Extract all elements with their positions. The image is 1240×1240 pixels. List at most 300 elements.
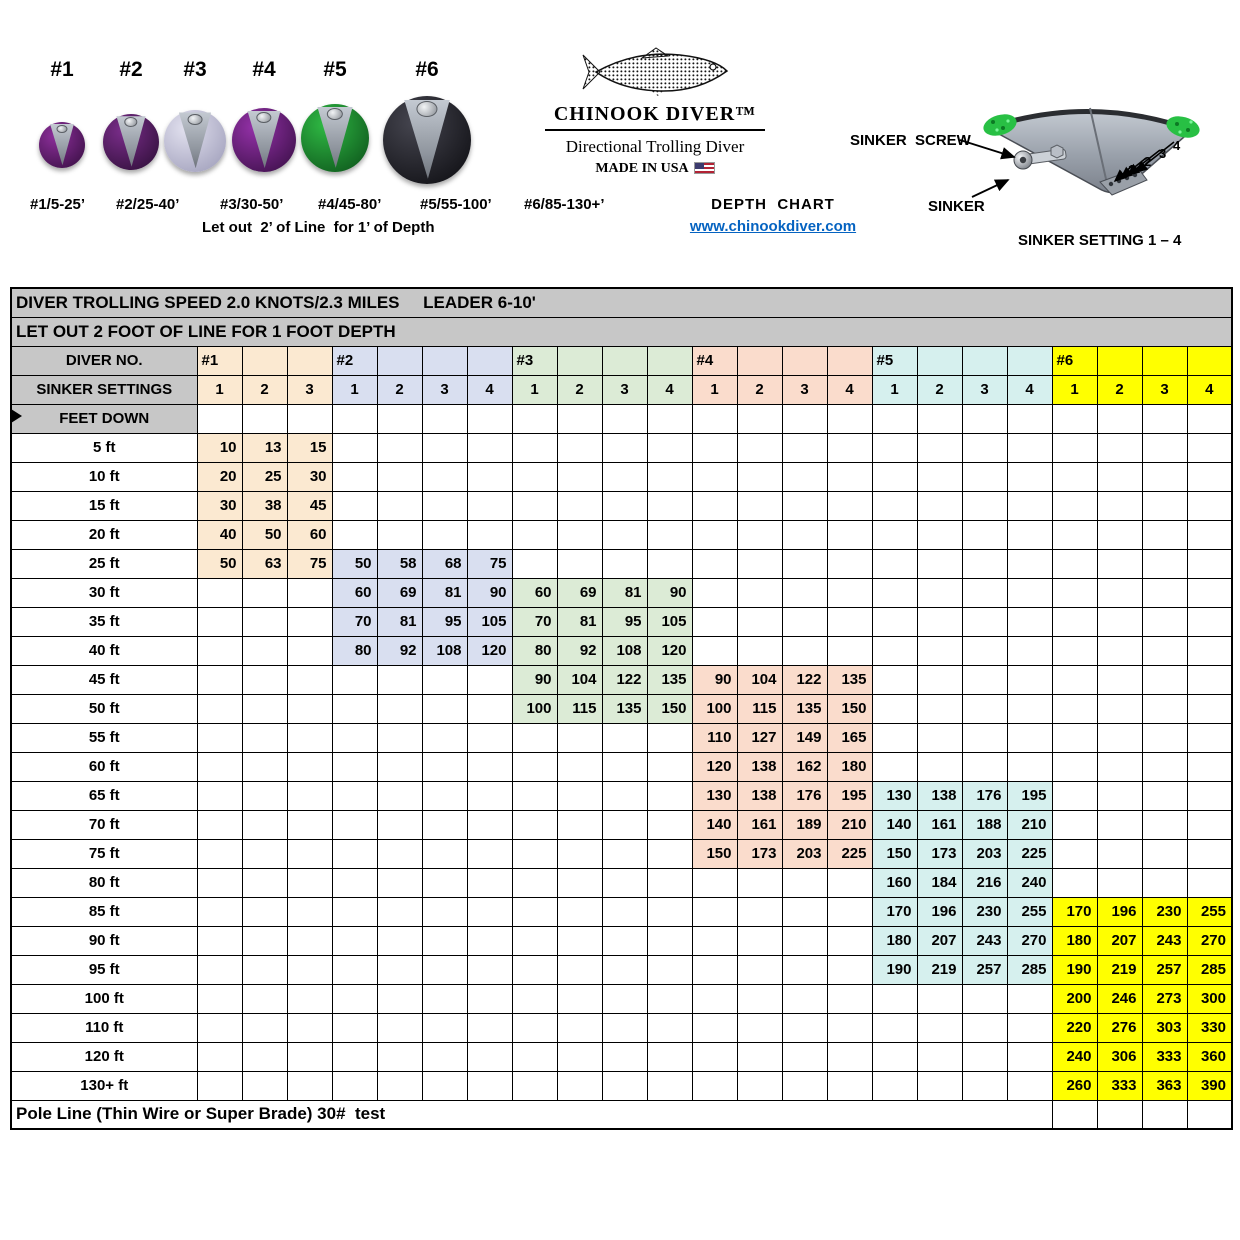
empty-cell [467, 1042, 512, 1071]
empty-cell [332, 810, 377, 839]
depth-value-cell: 276 [1097, 1013, 1142, 1042]
depth-value-cell: 330 [1187, 1013, 1232, 1042]
empty-cell [557, 433, 602, 462]
empty-cell [827, 520, 872, 549]
empty-cell [242, 723, 287, 752]
empty-cell [647, 781, 692, 810]
empty-cell [1097, 723, 1142, 752]
setting-header-cell: 4 [1187, 375, 1232, 404]
empty-cell [1052, 578, 1097, 607]
depth-value-cell: 75 [287, 549, 332, 578]
empty-cell [647, 1013, 692, 1042]
depth-value-cell: 122 [602, 665, 647, 694]
empty-cell [827, 897, 872, 926]
depth-value-cell: 127 [737, 723, 782, 752]
empty-cell [1007, 404, 1052, 433]
depth-value-cell: 210 [1007, 810, 1052, 839]
empty-cell [692, 868, 737, 897]
empty-cell [422, 810, 467, 839]
depth-value-cell: 120 [467, 636, 512, 665]
empty-cell [737, 636, 782, 665]
empty-cell [827, 549, 872, 578]
empty-cell [1007, 607, 1052, 636]
empty-cell [467, 723, 512, 752]
depth-value-cell: 188 [962, 810, 1007, 839]
depth-value-cell: 130 [872, 781, 917, 810]
empty-cell [377, 520, 422, 549]
fish-logo [580, 46, 730, 96]
depth-value-cell: 190 [1052, 955, 1097, 984]
empty-cell [1097, 578, 1142, 607]
group-header-cell [1187, 346, 1232, 375]
empty-cell [422, 868, 467, 897]
empty-cell [962, 723, 1007, 752]
empty-cell [602, 926, 647, 955]
empty-cell [287, 839, 332, 868]
group-header-cell [647, 346, 692, 375]
depth-value-cell: 220 [1052, 1013, 1097, 1042]
empty-cell [512, 549, 557, 578]
empty-cell [512, 810, 557, 839]
empty-cell [1007, 752, 1052, 781]
empty-cell [197, 839, 242, 868]
depth-value-cell: 173 [737, 839, 782, 868]
empty-cell [602, 955, 647, 984]
empty-cell [782, 520, 827, 549]
empty-cell [872, 723, 917, 752]
empty-cell [782, 926, 827, 955]
brand-block [535, 46, 775, 177]
empty-cell [692, 520, 737, 549]
empty-cell [872, 752, 917, 781]
empty-cell [602, 1013, 647, 1042]
empty-cell [242, 636, 287, 665]
sinker-setting-label: SINKER SETTING 1 – 4 [1018, 232, 1182, 249]
diver-disc-5 [301, 104, 369, 172]
diver-range-4: #4/45-80’ [318, 196, 382, 213]
depth-value-cell: 225 [827, 839, 872, 868]
group-header-cell [1007, 346, 1052, 375]
empty-cell [557, 1071, 602, 1100]
depth-value-cell: 45 [287, 491, 332, 520]
empty-cell [377, 462, 422, 491]
group-header-cell [782, 346, 827, 375]
empty-cell [242, 665, 287, 694]
group-label-3: #3 [512, 346, 557, 375]
empty-cell [737, 578, 782, 607]
empty-cell [332, 752, 377, 781]
empty-cell [422, 926, 467, 955]
empty-cell [782, 984, 827, 1013]
empty-cell [1052, 491, 1097, 520]
diver-label-6: #6 [415, 58, 439, 81]
empty-cell [1187, 1100, 1232, 1129]
depth-value-cell: 75 [467, 549, 512, 578]
depth-value-cell: 162 [782, 752, 827, 781]
depth-value-cell: 230 [962, 897, 1007, 926]
empty-cell [1187, 491, 1232, 520]
empty-cell [557, 462, 602, 491]
setting-header-cell: 2 [737, 375, 782, 404]
setting-header-cell: 1 [512, 375, 557, 404]
brand-rule [545, 129, 765, 131]
depth-value-cell: 81 [557, 607, 602, 636]
empty-cell [512, 868, 557, 897]
empty-cell [917, 665, 962, 694]
empty-cell [647, 839, 692, 868]
empty-cell [962, 984, 1007, 1013]
empty-cell [377, 955, 422, 984]
empty-cell [602, 491, 647, 520]
empty-cell [737, 955, 782, 984]
empty-cell [197, 926, 242, 955]
empty-cell [1187, 520, 1232, 549]
empty-cell [602, 1071, 647, 1100]
empty-cell [602, 549, 647, 578]
empty-cell [692, 984, 737, 1013]
group-header-cell [242, 346, 287, 375]
depth-value-cell: 90 [512, 665, 557, 694]
empty-cell [1142, 491, 1187, 520]
empty-cell [917, 462, 962, 491]
depth-value-cell: 240 [1052, 1042, 1097, 1071]
diver-label-5: #5 [323, 58, 347, 81]
empty-cell [332, 781, 377, 810]
depth-value-cell: 195 [1007, 781, 1052, 810]
empty-cell [422, 723, 467, 752]
depth-value-cell: 270 [1007, 926, 1052, 955]
empty-cell [692, 607, 737, 636]
empty-cell [422, 781, 467, 810]
empty-cell [1052, 839, 1097, 868]
empty-cell [1187, 839, 1232, 868]
empty-cell [647, 462, 692, 491]
diver-pin-icon [256, 112, 271, 124]
depth-value-cell: 390 [1187, 1071, 1232, 1100]
group-label-1: #1 [197, 346, 242, 375]
empty-cell [1052, 781, 1097, 810]
empty-cell [962, 636, 1007, 665]
empty-cell [242, 926, 287, 955]
empty-cell [782, 1042, 827, 1071]
empty-cell [197, 1071, 242, 1100]
setting-header-cell: 3 [422, 375, 467, 404]
empty-cell [287, 810, 332, 839]
empty-cell [1187, 723, 1232, 752]
empty-cell [332, 694, 377, 723]
depth-value-cell: 260 [1052, 1071, 1097, 1100]
empty-cell [557, 404, 602, 433]
empty-cell [962, 462, 1007, 491]
empty-cell [962, 752, 1007, 781]
empty-cell [1142, 549, 1187, 578]
empty-cell [827, 1042, 872, 1071]
empty-cell [872, 665, 917, 694]
depth-row-label: 30 ft [11, 578, 197, 607]
empty-cell [1142, 578, 1187, 607]
empty-cell [287, 752, 332, 781]
group-header-cell [827, 346, 872, 375]
empty-cell [1007, 462, 1052, 491]
empty-cell [602, 752, 647, 781]
empty-cell [197, 810, 242, 839]
empty-cell [197, 723, 242, 752]
group-header-cell [422, 346, 467, 375]
empty-cell [692, 578, 737, 607]
empty-cell [827, 491, 872, 520]
empty-cell [287, 578, 332, 607]
depth-value-cell: 69 [377, 578, 422, 607]
empty-cell [377, 984, 422, 1013]
empty-cell [872, 578, 917, 607]
empty-cell [782, 897, 827, 926]
empty-cell [872, 607, 917, 636]
depth-value-cell: 240 [1007, 868, 1052, 897]
empty-cell [1142, 607, 1187, 636]
empty-cell [422, 462, 467, 491]
depth-row-label: 5 ft [11, 433, 197, 462]
depth-value-cell: 15 [287, 433, 332, 462]
empty-cell [782, 1071, 827, 1100]
empty-cell [602, 781, 647, 810]
empty-cell [1187, 578, 1232, 607]
group-header-cell [962, 346, 1007, 375]
empty-cell [1007, 723, 1052, 752]
empty-cell [602, 462, 647, 491]
empty-cell [287, 781, 332, 810]
depth-value-cell: 122 [782, 665, 827, 694]
empty-cell [242, 578, 287, 607]
empty-cell [467, 955, 512, 984]
empty-cell [377, 810, 422, 839]
empty-cell [872, 549, 917, 578]
depth-row-label: 20 ft [11, 520, 197, 549]
empty-cell [557, 491, 602, 520]
empty-cell [1097, 752, 1142, 781]
setting-number-2: 2 [1144, 154, 1152, 169]
depth-value-cell: 130 [692, 781, 737, 810]
empty-cell [377, 433, 422, 462]
empty-cell [962, 1013, 1007, 1042]
setting-header-cell: 1 [1052, 375, 1097, 404]
empty-cell [602, 520, 647, 549]
diver-range-6: #6/85-130+’ [524, 196, 605, 213]
empty-cell [377, 839, 422, 868]
empty-cell [197, 1042, 242, 1071]
depth-value-cell: 69 [557, 578, 602, 607]
depth-value-cell: 257 [1142, 955, 1187, 984]
empty-cell [962, 607, 1007, 636]
empty-cell [242, 752, 287, 781]
depth-value-cell: 255 [1007, 897, 1052, 926]
empty-cell [422, 520, 467, 549]
empty-cell [377, 1071, 422, 1100]
depth-value-cell: 40 [197, 520, 242, 549]
empty-cell [242, 955, 287, 984]
empty-cell [827, 462, 872, 491]
empty-cell [197, 984, 242, 1013]
group-header-cell [737, 346, 782, 375]
empty-cell [512, 752, 557, 781]
empty-cell [602, 984, 647, 1013]
depth-value-cell: 190 [872, 955, 917, 984]
depth-value-cell: 115 [557, 694, 602, 723]
empty-cell [1142, 433, 1187, 462]
empty-cell [782, 868, 827, 897]
empty-cell [917, 694, 962, 723]
depth-value-cell: 138 [737, 752, 782, 781]
depth-value-cell: 60 [332, 578, 377, 607]
setting-header-cell: 1 [332, 375, 377, 404]
diver-range-2: #2/25-40’ [116, 196, 180, 213]
depth-value-cell: 285 [1007, 955, 1052, 984]
empty-cell [557, 723, 602, 752]
empty-cell [332, 404, 377, 433]
depth-value-cell: 100 [692, 694, 737, 723]
empty-cell [242, 607, 287, 636]
empty-cell [917, 723, 962, 752]
diver-range-5: #5/55-100’ [420, 196, 492, 213]
setting-header-cell: 1 [197, 375, 242, 404]
setting-header-cell: 2 [242, 375, 287, 404]
depth-value-cell: 138 [737, 781, 782, 810]
depth-value-cell: 200 [1052, 984, 1097, 1013]
depth-value-cell: 81 [377, 607, 422, 636]
empty-cell [467, 665, 512, 694]
empty-cell [287, 665, 332, 694]
empty-cell [557, 839, 602, 868]
empty-cell [647, 549, 692, 578]
empty-cell [737, 491, 782, 520]
empty-cell [467, 926, 512, 955]
depth-value-cell: 95 [602, 607, 647, 636]
empty-cell [1142, 810, 1187, 839]
depth-value-cell: 81 [602, 578, 647, 607]
sinker-screw-label: SINKER SCREW [850, 132, 971, 149]
table-title-speed: DIVER TROLLING SPEED 2.0 KNOTS/2.3 MILES LEADER 6-10' [11, 288, 1232, 317]
empty-cell [1187, 636, 1232, 665]
empty-cell [1007, 433, 1052, 462]
made-in-usa [535, 161, 775, 177]
setting-header-cell: 2 [917, 375, 962, 404]
empty-cell [467, 433, 512, 462]
depth-value-cell: 257 [962, 955, 1007, 984]
empty-cell [602, 868, 647, 897]
empty-cell [242, 1013, 287, 1042]
setting-header-cell: 1 [872, 375, 917, 404]
empty-cell [557, 897, 602, 926]
empty-cell [1097, 694, 1142, 723]
website-link[interactable]: www.chinookdiver.com [689, 218, 857, 235]
empty-cell [1052, 549, 1097, 578]
pole-line-note: Pole Line (Thin Wire or Super Brade) 30# test [11, 1100, 1052, 1129]
empty-cell [692, 1013, 737, 1042]
empty-cell [1142, 665, 1187, 694]
depth-value-cell: 333 [1142, 1042, 1187, 1071]
empty-cell [602, 404, 647, 433]
empty-cell [557, 984, 602, 1013]
empty-cell [782, 1013, 827, 1042]
empty-cell [692, 1071, 737, 1100]
empty-cell [647, 433, 692, 462]
depth-value-cell: 207 [1097, 926, 1142, 955]
empty-cell [737, 897, 782, 926]
empty-cell [557, 781, 602, 810]
empty-cell [1052, 723, 1097, 752]
depth-row-label: 75 ft [11, 839, 197, 868]
depth-value-cell: 80 [332, 636, 377, 665]
empty-cell [512, 491, 557, 520]
empty-cell [1142, 694, 1187, 723]
empty-cell [782, 636, 827, 665]
empty-cell [1052, 636, 1097, 665]
empty-cell [737, 926, 782, 955]
empty-cell [1142, 839, 1187, 868]
depth-value-cell: 135 [782, 694, 827, 723]
depth-value-cell: 160 [872, 868, 917, 897]
empty-cell [737, 984, 782, 1013]
depth-row-label: 95 ft [11, 955, 197, 984]
group-header-cell [377, 346, 422, 375]
empty-cell [1097, 636, 1142, 665]
empty-cell [917, 549, 962, 578]
empty-cell [422, 1013, 467, 1042]
depth-value-cell: 50 [332, 549, 377, 578]
depth-value-cell: 363 [1142, 1071, 1187, 1100]
depth-row-label: 90 ft [11, 926, 197, 955]
empty-cell [647, 1042, 692, 1071]
empty-cell [512, 433, 557, 462]
empty-cell [512, 781, 557, 810]
depth-value-cell: 105 [467, 607, 512, 636]
made-in-usa-text: MADE IN USA [595, 161, 689, 176]
group-label-6: #6 [1052, 346, 1097, 375]
empty-cell [737, 404, 782, 433]
depth-value-cell: 92 [377, 636, 422, 665]
depth-value-cell: 140 [692, 810, 737, 839]
empty-cell [737, 433, 782, 462]
empty-cell [872, 984, 917, 1013]
empty-cell [737, 1042, 782, 1071]
empty-cell [1142, 781, 1187, 810]
group-label-5: #5 [872, 346, 917, 375]
empty-cell [242, 810, 287, 839]
empty-cell [467, 520, 512, 549]
empty-cell [512, 897, 557, 926]
empty-cell [422, 491, 467, 520]
group-label-2: #2 [332, 346, 377, 375]
depth-value-cell: 150 [692, 839, 737, 868]
depth-value-cell: 60 [512, 578, 557, 607]
empty-cell [827, 955, 872, 984]
depth-value-cell: 38 [242, 491, 287, 520]
diver-label-2: #2 [119, 58, 143, 81]
empty-cell [737, 1013, 782, 1042]
empty-cell [1052, 810, 1097, 839]
empty-cell [197, 781, 242, 810]
setting-header-cell: 3 [782, 375, 827, 404]
depth-value-cell: 90 [647, 578, 692, 607]
empty-cell [647, 520, 692, 549]
empty-cell [602, 723, 647, 752]
depth-value-cell: 110 [692, 723, 737, 752]
setting-header-cell: 4 [647, 375, 692, 404]
depth-row-label: 120 ft [11, 1042, 197, 1071]
empty-cell [602, 810, 647, 839]
empty-cell [647, 926, 692, 955]
empty-cell [782, 955, 827, 984]
empty-cell [692, 897, 737, 926]
